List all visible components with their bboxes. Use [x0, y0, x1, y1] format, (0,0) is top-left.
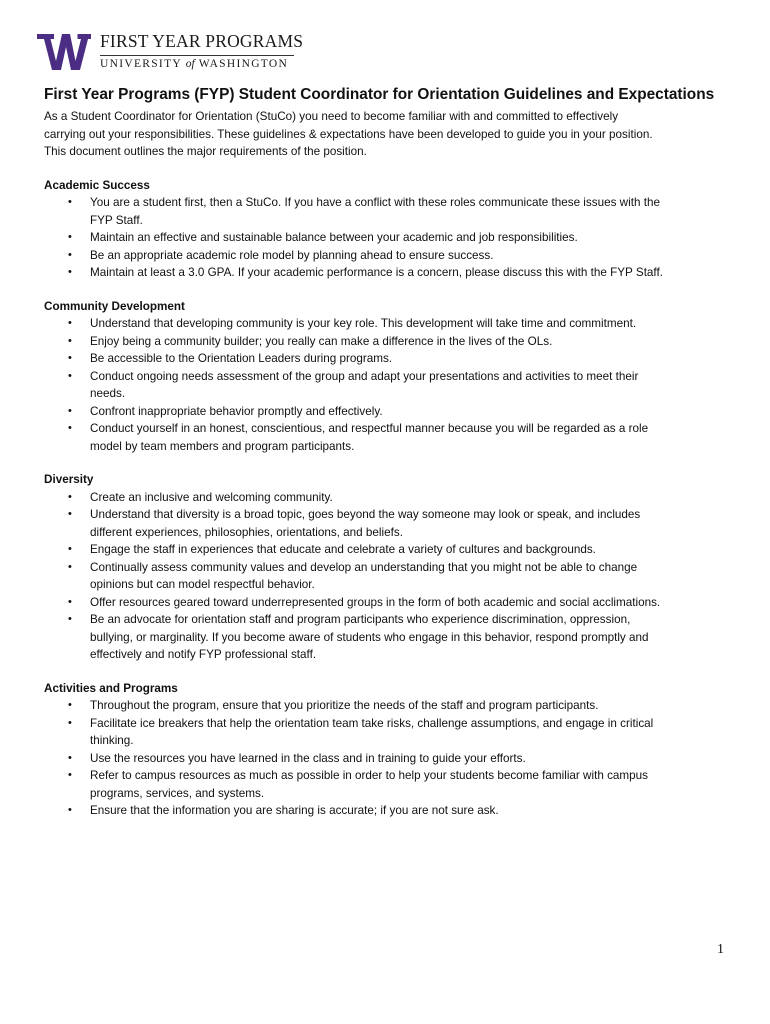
bullet-icon: • [68, 613, 72, 625]
bullet-icon: • [68, 716, 72, 729]
list-item [68, 333, 734, 351]
bullet-icon: • [68, 769, 72, 781]
list-item [68, 611, 734, 664]
bullet-icon: • [68, 334, 72, 347]
document-title: First Year Programs (FYP) Student Coordinator for Orientation Guidelines and Expectations [44, 86, 715, 103]
list-item [68, 229, 734, 247]
bullet-list [68, 697, 734, 820]
section [44, 177, 734, 282]
list-item-line: Conduct ongoing needs assessment of the group and adapt your presentations and activities to meet their [90, 369, 639, 383]
wordmark-of: of [185, 58, 195, 70]
bullet-icon: • [68, 369, 72, 382]
list-item-line: Be an appropriate academic role model by planning ahead to ensure success. [90, 248, 494, 262]
list-item-line: Create an inclusive and welcoming community. [90, 490, 333, 504]
list-item-line: Be accessible to the Orientation Leaders during programs. [90, 352, 393, 365]
bullet-icon: • [68, 248, 72, 261]
bullet-icon: • [68, 751, 72, 764]
wordmark-washington: WASHINGTON [198, 58, 289, 70]
list-item [68, 368, 734, 403]
list-item [68, 194, 734, 229]
wordmark-title: FIRST YEAR PROGRAMS [100, 31, 304, 51]
bullet-icon: • [68, 404, 72, 417]
sections-container [44, 177, 734, 820]
section [44, 680, 734, 820]
page-number: 1 [717, 942, 724, 957]
section-heading: Diversity [44, 473, 94, 486]
list-item-line: Offer resources geared toward underrepresented groups in the form of both academic and social acclimations. [90, 595, 661, 609]
list-item-line: Refer to campus resources as much as possible in order to help your students become familiar with campus [90, 769, 649, 782]
list-item [68, 541, 734, 559]
list-item-line: Use the resources you have learned in the class and in training to guide your efforts. [90, 751, 526, 765]
bullet-icon: • [68, 352, 72, 364]
bullet-icon: • [68, 231, 72, 243]
list-item-line: Facilitate ice breakers that help the orientation team take risks, challenge assumptions, and engage in critical [90, 716, 654, 730]
list-item-line: FYP Staff. [90, 213, 143, 227]
list-item-line: Conduct yourself in an honest, conscientious, and respectful manner because you will be regarded as a role [90, 422, 649, 435]
list-item [68, 315, 734, 333]
intro-line: This document outlines the major requirements of the position. [44, 145, 367, 158]
bullet-icon: • [68, 490, 72, 503]
list-item-line: needs. [90, 387, 126, 400]
intro-line: As a Student Coordinator for Orientation (StuCo) you need to become familiar with and committed to effectively [44, 110, 619, 123]
section-heading: Academic Success [44, 178, 150, 192]
bullet-icon: • [68, 804, 72, 816]
list-item-line: Maintain at least a 3.0 GPA. If your academic performance is a concern, please discuss this with the FYP Staff. [90, 266, 663, 279]
list-item-line: You are a student first, then a StuCo. If you have a conflict with these roles communicate these issues with the [90, 196, 660, 209]
section-heading: Activities and Programs [44, 681, 178, 695]
bullet-icon: • [68, 266, 72, 278]
bullet-icon: • [68, 508, 72, 520]
bullet-icon: • [68, 317, 72, 329]
document-body [44, 108, 734, 820]
bullet-list [68, 489, 734, 664]
bullet-icon: • [68, 560, 72, 573]
list-item-line: different experiences, philosophies, orientations, and beliefs. [90, 525, 403, 539]
uw-w-logo-icon [37, 34, 91, 70]
bullet-list [68, 315, 734, 455]
section [44, 471, 734, 664]
list-item-line: opinions but can model respectful behavior. [90, 578, 315, 591]
list-item-line: Engage the staff in experiences that educate and celebrate a variety of cultures and backgrounds. [90, 543, 596, 556]
list-item-line: model by team members and program participants. [90, 439, 355, 453]
list-item [68, 559, 734, 594]
bullet-icon: • [68, 422, 72, 434]
list-item-line: Throughout the program, ensure that you prioritize the needs of the staff and program participants. [90, 699, 599, 712]
wordmark-university: UNIVERSITY [100, 58, 182, 70]
list-item-line: Be an advocate for orientation staff and program participants who experience discrimination, oppression, [90, 613, 631, 626]
wordmark-divider [100, 55, 294, 56]
list-item-line: effectively and notify FYP professional staff. [90, 648, 317, 661]
list-item [68, 767, 734, 802]
intro-paragraph [44, 108, 734, 161]
intro-line: carrying out your responsibilities. These guidelines & expectations have been developed to guide you in your position. [44, 127, 653, 141]
list-item [68, 403, 734, 421]
bullet-icon: • [68, 595, 72, 608]
list-item [68, 802, 734, 820]
bullet-icon: • [68, 543, 72, 555]
list-item [68, 594, 734, 612]
list-item-line: bullying, or marginality. If you become aware of students who engage in this behavior, respond promptly and [90, 630, 649, 644]
list-item-line: Understand that diversity is a broad topic, goes beyond the way someone may look or speak, and includes [90, 508, 641, 521]
list-item [68, 247, 734, 265]
list-item [68, 697, 734, 715]
wordmark-subtitle [100, 58, 288, 70]
list-item-line: thinking. [90, 734, 134, 747]
list-item [68, 489, 734, 507]
list-item-line: Understand that developing community is your key role. This development will take time and commitment. [90, 317, 637, 330]
bullet-list [68, 194, 734, 282]
section-heading: Community Development [44, 299, 185, 313]
list-item [68, 350, 734, 368]
header-logo [37, 31, 304, 75]
list-item-line: Continually assess community values and develop an understanding that you might not be able to change [90, 560, 638, 574]
list-item [68, 264, 734, 282]
list-item [68, 506, 734, 541]
list-item-line: programs, services, and systems. [90, 786, 265, 800]
list-item-line: Enjoy being a community builder; you really can make a difference in the lives of the OLs. [90, 334, 553, 348]
list-item [68, 420, 734, 455]
list-item [68, 750, 734, 768]
list-item-line: Confront inappropriate behavior promptly and effectively. [90, 404, 383, 418]
list-item-line: Maintain an effective and sustainable balance between your academic and job responsibilities. [90, 231, 578, 244]
bullet-icon: • [68, 699, 72, 711]
list-item [68, 715, 734, 750]
section [44, 298, 734, 456]
bullet-icon: • [68, 196, 72, 208]
list-item-line: Ensure that the information you are sharing is accurate; if you are not sure ask. [90, 804, 499, 817]
